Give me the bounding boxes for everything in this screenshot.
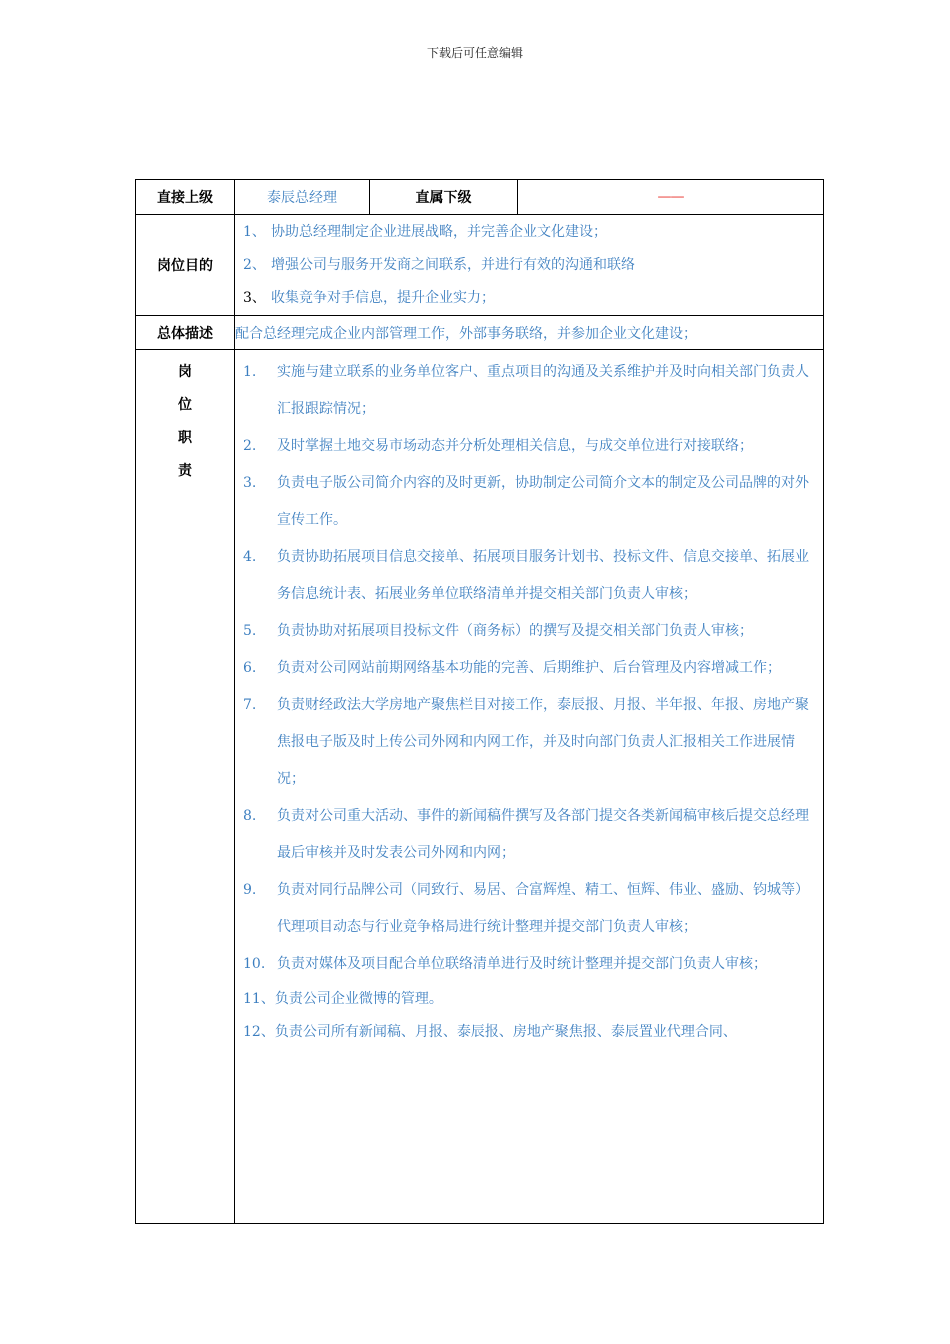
row-duties [136, 350, 824, 1224]
purpose-item [235, 249, 823, 282]
duty-text: 负责公司所有新闻稿、月报、泰辰报、房地产聚焦报、泰辰置业代理合同、 [274, 1024, 737, 1040]
row-purpose [136, 215, 824, 316]
purpose-content [235, 215, 824, 316]
duty-item [243, 465, 809, 539]
purpose-item [235, 216, 823, 249]
duty-text: 负责财经政法大学房地产聚焦栏目对接工作，泰辰报、月报、半年报、年报、房地产聚焦报电子版及时上传公司外网和内网工作，并及时向部门负责人汇报相关工作进展情况； [277, 697, 809, 787]
duty-text: 实施与建立联系的业务单位客户、重点项目的沟通及关系维护并及时向相关部门负责人汇报跟踪情况； [277, 364, 809, 417]
duty-text: 负责对媒体及项目配合单位联络清单进行及时统计整理并提交部门负责人审核； [277, 956, 767, 972]
duty-number: 4. [243, 549, 257, 565]
duty-text: 负责电子版公司简介内容的及时更新，协助制定公司简介文本的制定及公司品牌的对外宣传工作。 [277, 475, 809, 528]
duty-number: 11、 [243, 991, 275, 1007]
duty-number: 1. [243, 364, 257, 380]
duty-item [243, 1016, 809, 1049]
duty-number: 2. [243, 438, 257, 454]
duty-number: 12、 [243, 1024, 275, 1040]
duty-item [243, 539, 809, 613]
duty-number: 6. [243, 660, 257, 676]
duty-text: 负责对公司重大活动、事件的新闻稿件撰写及各部门提交各类新闻稿审核后提交总经理最后审核并及时发表公司外网和内网； [277, 808, 809, 861]
duty-item [243, 872, 809, 946]
duty-number: 9. [243, 882, 257, 898]
purpose-item-number: 2、 [243, 256, 266, 273]
duty-text: 负责协助对拓展项目投标文件（商务标）的撰写及提交相关部门负责人审核； [277, 623, 753, 639]
duty-item [243, 428, 809, 465]
duties-label [136, 350, 235, 1224]
duties-label-char: 责 [178, 463, 192, 479]
duty-item [243, 354, 809, 428]
overview-text: 配合总经理完成企业内部管理工作，外部事务联络，并参加企业文化建设； [235, 316, 824, 350]
purpose-item-text: 收集竞争对手信息，提升企业实力； [271, 289, 495, 306]
overview-label: 总体描述 [136, 316, 235, 350]
duties-content [235, 350, 824, 1224]
page-header-note: 下载后可任意编辑 [426, 46, 523, 60]
row-superior [136, 180, 824, 215]
duty-text: 负责对公司网站前期网络基本功能的完善、后期维护、后台管理及内容增减工作； [277, 660, 781, 676]
duty-text: 负责公司企业微博的管理。 [274, 991, 443, 1007]
purpose-item-text: 增强公司与服务开发商之间联系，并进行有效的沟通和联络 [271, 256, 635, 273]
duty-text: 负责对同行品牌公司（同致行、易居、合富辉煌、精工、恒辉、伟业、盛励、钧城等）代理项目动态与行业竞争格局进行统计整理并提交部门负责人审核； [277, 882, 809, 935]
row-overview [136, 316, 824, 350]
purpose-label: 岗位目的 [136, 215, 235, 316]
duties-label-char: 位 [178, 397, 192, 413]
purpose-item-number: 1、 [243, 223, 266, 240]
superior-label: 直接上级 [136, 180, 235, 215]
job-description-table [135, 179, 824, 1224]
duties-label-char: 岗 [178, 364, 192, 380]
duty-item [243, 650, 809, 687]
duty-number: 7. [243, 697, 257, 713]
duty-item [243, 687, 809, 798]
duty-number: 3. [243, 475, 257, 491]
superior-value: 泰辰总经理 [235, 180, 370, 215]
duty-item [243, 798, 809, 872]
duty-number: 10. [243, 956, 266, 972]
duty-number: 8. [243, 808, 257, 824]
purpose-item-text: 协助总经理制定企业进展战略，并完善企业文化建设； [271, 223, 607, 240]
duty-text: 及时掌握土地交易市场动态并分析处理相关信息，与成交单位进行对接联络； [277, 438, 753, 454]
duty-item [243, 613, 809, 650]
duties-label-char: 职 [178, 430, 192, 446]
purpose-item-number: 3、 [243, 289, 266, 306]
subordinate-value: —— [518, 180, 824, 215]
duty-item [243, 946, 809, 983]
purpose-item [235, 282, 823, 315]
duty-item [243, 983, 809, 1016]
subordinate-label: 直属下级 [370, 180, 518, 215]
duty-number: 5. [243, 623, 257, 639]
duty-text: 负责协助拓展项目信息交接单、拓展项目服务计划书、投标文件、信息交接单、拓展业务信息统计表、拓展业务单位联络清单并提交相关部门负责人审核； [277, 549, 809, 602]
